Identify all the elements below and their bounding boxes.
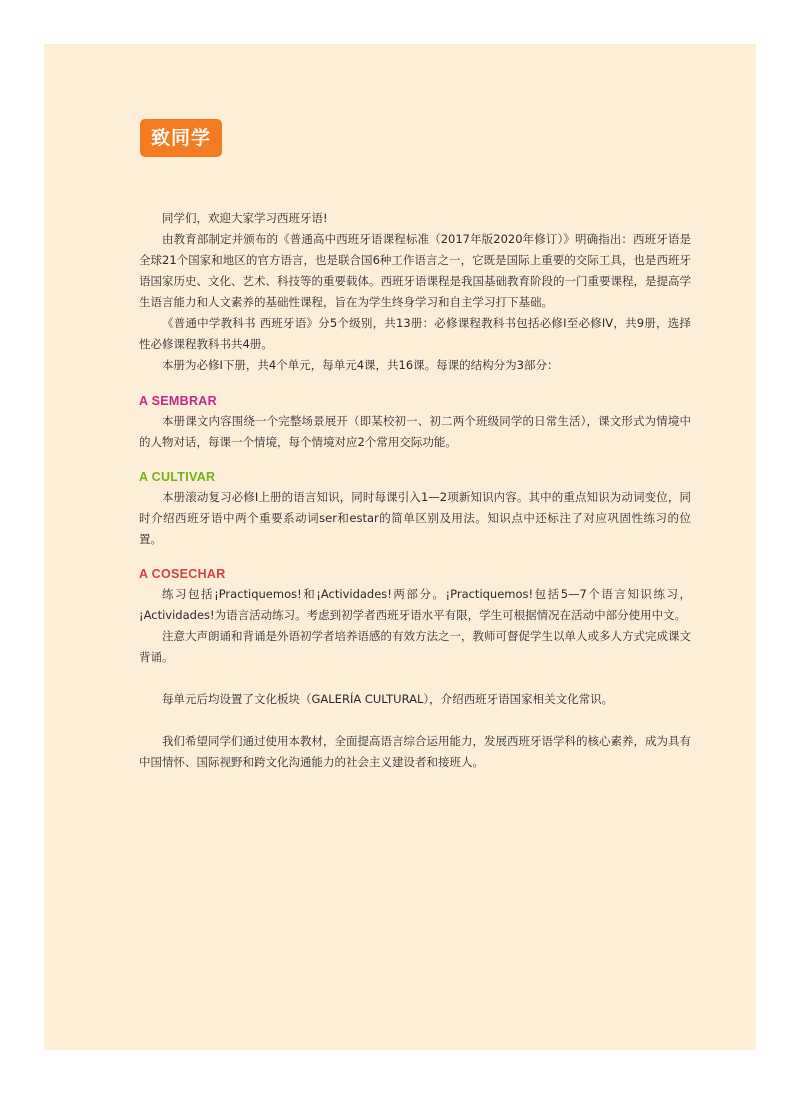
section-heading-sembrar: A SEMBRAR [139,394,217,408]
spacer [139,668,691,689]
section-text-cosechar: 练习包括¡Practiquemos!和¡Actividades!两部分。¡Practiquemos!包括5—7个语言知识练习，¡Actividades!为语言活动练习。考虑到初学者西班牙语水平有限，学生可根据情况在活动中部分使用中文。 [139,587,691,622]
section-text-cosechar-2: 注意大声朗诵和背诵是外语初学者培养语感的有效方法之一，教师可督促学生以单人或多人方式完成课文背诵。 [139,629,691,664]
section-heading-cosechar: A COSECHAR [139,567,226,581]
closing-paragraph: 我们希望同学们通过使用本教材，全面提高语言综合运用能力，发展西班牙语学科的核心素养，成为具有中国情怀、国际视野和跨文化沟通能力的社会主义建设者和接班人。 [139,734,691,769]
intro-paragraph-2: 《普通中学教科书 西班牙语》分5个级别，共13册：必修课程教科书包括必修I至必修IV，共9册，选择性必修课程教科书共4册。 [139,316,691,351]
letter-body [139,208,691,773]
culture-paragraph: 每单元后均设置了文化板块（GALERÍA CULTURAL），介绍西班牙语国家相关文化常识。 [162,692,614,706]
section-heading-cultivar: A CULTIVAR [139,470,216,484]
section-text-sembrar: 本册课文内容围绕一个完整场景展开（即某校初一、初二两个班级同学的日常生活），课文形式为情境中的人物对话，每课一个情境，每个情境对应2个常用交际功能。 [139,414,691,449]
title-badge: 致同学 [140,119,222,157]
intro-paragraph-1: 由教育部制定并颁布的《普通高中西班牙语课程标准（2017年版2020年修订）》明确指出：西班牙语是全球21个国家和地区的官方语言，也是联合国6种工作语言之一，它既是国际上重要的交际工具，也是西班牙语国家历史、文化、艺术、科技等的重要载体。西班牙语课程是我国基础教育阶段的一门重要课程，是提高学生语言能力和人文素养的基础性课程，旨在为学生终身学习和自主学习打下基础。 [139,232,691,309]
intro-paragraph-3: 本册为必修I下册，共4个单元，每单元4课，共16课。每课的结构分为3部分： [162,358,559,372]
spacer [139,710,691,731]
greeting: 同学们，欢迎大家学习西班牙语! [162,211,328,225]
page-panel [44,44,756,1050]
section-text-cultivar: 本册滚动复习必修I上册的语言知识，同时每课引入1—2项新知识内容。其中的重点知识为动词变位，同时介绍西班牙语中两个重要系动词ser和estar的简单区别及用法。知识点中还标注了对应巩固性练习的位置。 [139,490,691,546]
